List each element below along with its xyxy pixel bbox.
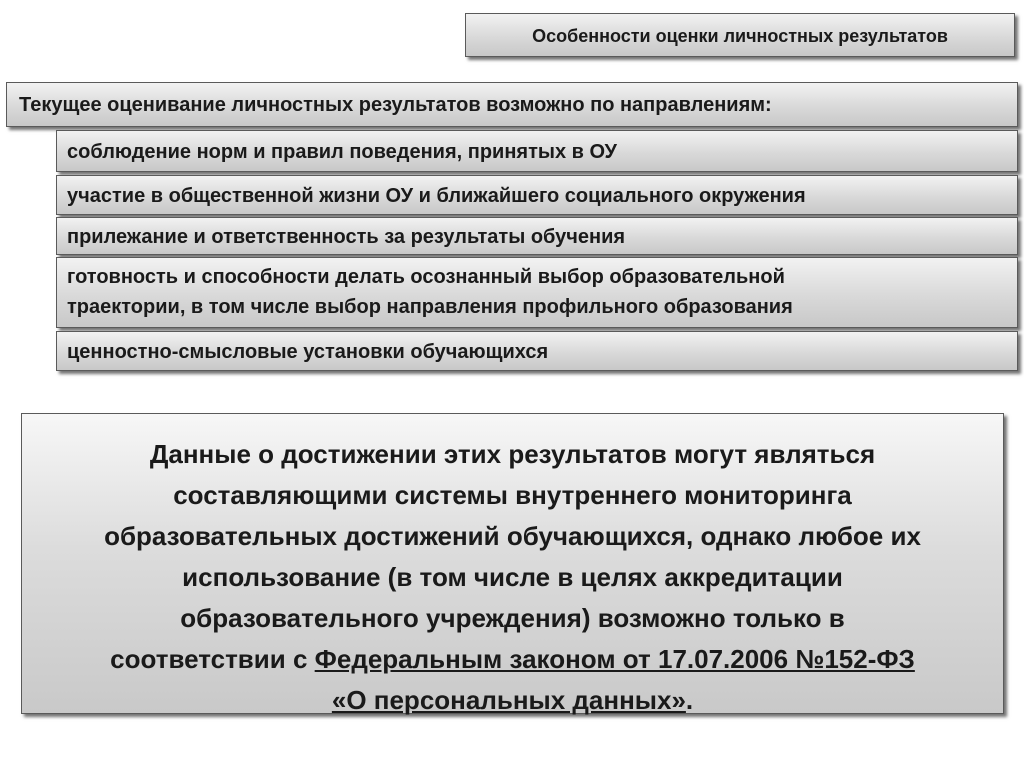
federal-law-link[interactable]: Федеральным законом от 17.07.2006 №152-ФЗ	[314, 644, 915, 674]
personal-data-law-link[interactable]: «О персональных данных»	[331, 685, 686, 715]
list-item	[56, 217, 1018, 255]
section-heading-box	[6, 82, 1018, 127]
note-box	[21, 413, 1004, 714]
list-item-text: прилежание и ответственность за результаты обучения	[67, 226, 626, 248]
list-item	[56, 175, 1018, 215]
note-line-6-prefix: соответствии с	[110, 644, 315, 674]
list-item	[56, 257, 1018, 328]
list-item-text-line-1: готовность и способности делать осознанный выбор образовательной	[67, 266, 785, 288]
note-line-1: Данные о достижении этих результатов могут являться	[149, 439, 876, 469]
note-line-6	[34, 639, 991, 680]
slide-title: Особенности оценки личностных результатов	[532, 26, 948, 46]
list-item	[56, 130, 1018, 172]
section-heading: Текущее оценивание личностных результатов возможно по направлениям:	[19, 94, 772, 116]
slide-title-box	[465, 13, 1015, 57]
list-item	[56, 331, 1018, 371]
list-item-text: ценностно-смысловые установки обучающихся	[67, 341, 549, 363]
list-item-text: соблюдение норм и правил поведения, принятых в ОУ	[67, 141, 617, 163]
note-line-2: составляющими системы внутреннего мониторинга	[173, 480, 852, 510]
note-line-4: использование (в том числе в целях аккредитации	[182, 562, 843, 592]
list-item-text: участие в общественной жизни ОУ и ближайшего социального окружения	[67, 185, 806, 207]
note-line-7	[34, 680, 991, 721]
list-item-text-line-2: траектории, в том числе выбор направления профильного образования	[67, 296, 793, 318]
note-line-3: образовательных достижений обучающихся, однако любое их	[104, 521, 921, 551]
note-line-7-suffix: .	[685, 685, 694, 715]
note-line-5: образовательного учреждения) возможно только в	[180, 603, 845, 633]
